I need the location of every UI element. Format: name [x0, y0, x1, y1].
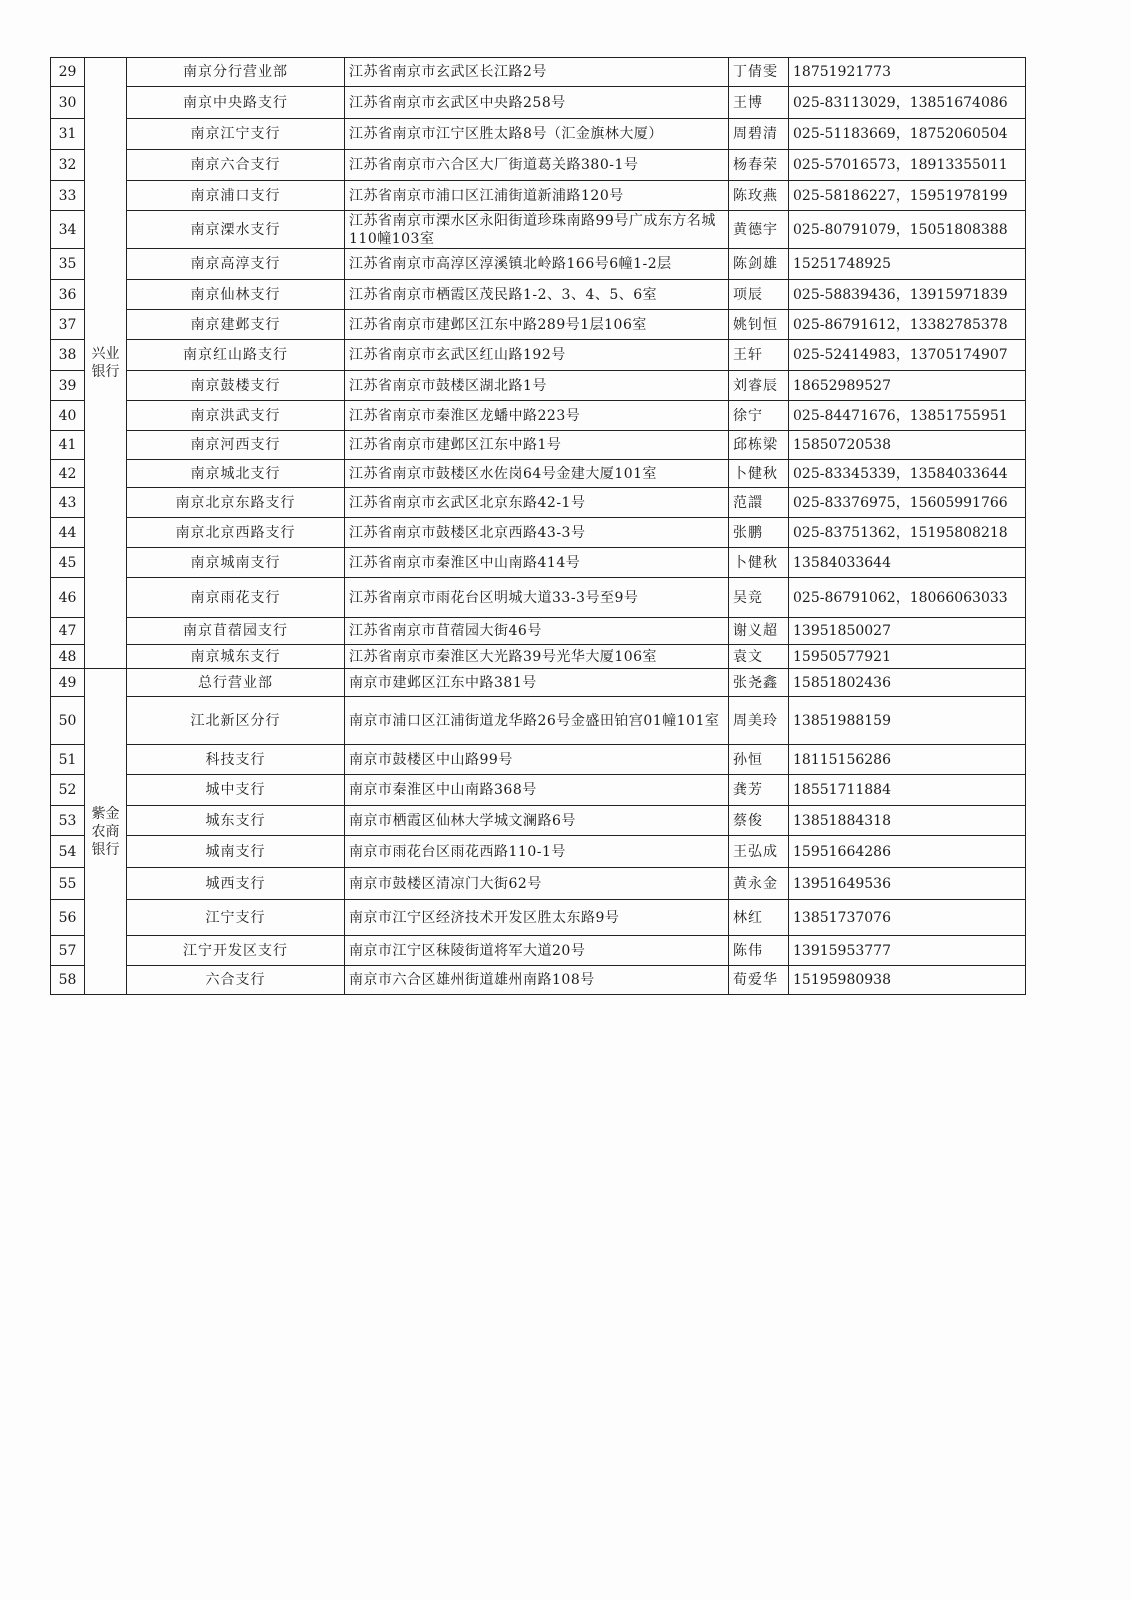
table-row	[51, 460, 1026, 488]
branch-name-cell: 江北新区分行	[127, 697, 345, 745]
branch-name-cell: 南京北京西路支行	[127, 518, 345, 548]
contact-person-cell: 陈玫燕	[729, 181, 789, 211]
row-number: 34	[51, 211, 85, 249]
branch-name-cell: 城南支行	[127, 836, 345, 868]
branch-name-cell: 南京洪武支行	[127, 401, 345, 431]
contact-person-cell: 荀爱华	[729, 966, 789, 995]
contact-person-cell: 林红	[729, 900, 789, 936]
branch-name-cell: 总行营业部	[127, 669, 345, 697]
branch-contact-table	[50, 57, 1026, 995]
table-row	[51, 58, 1026, 87]
contact-person-cell: 陈剑雄	[729, 249, 789, 280]
row-number: 35	[51, 249, 85, 280]
contact-person-cell: 陈伟	[729, 936, 789, 966]
branch-name-cell: 南京城东支行	[127, 645, 345, 669]
phone-cell: 025-51183669，18752060504	[789, 119, 1026, 150]
phone-cell: 13951649536	[789, 868, 1026, 900]
branch-name-cell: 科技支行	[127, 745, 345, 775]
address-cell: 江苏省南京市建邺区江东中路1号	[345, 431, 729, 460]
row-number: 47	[51, 618, 85, 645]
row-number: 37	[51, 310, 85, 340]
table-row	[51, 249, 1026, 280]
contact-person-cell: 张尧鑫	[729, 669, 789, 697]
phone-cell: 13951850027	[789, 618, 1026, 645]
table-row	[51, 697, 1026, 745]
table-row	[51, 966, 1026, 995]
table-row	[51, 806, 1026, 836]
contact-person-cell: 项辰	[729, 280, 789, 310]
branch-name-cell: 南京红山路支行	[127, 340, 345, 371]
branch-name-cell: 南京城北支行	[127, 460, 345, 488]
table-row	[51, 578, 1026, 618]
row-number: 52	[51, 775, 85, 806]
table-row	[51, 836, 1026, 868]
table-row	[51, 150, 1026, 181]
table-row	[51, 518, 1026, 548]
branch-name-cell: 南京河西支行	[127, 431, 345, 460]
table-row	[51, 868, 1026, 900]
branch-name-cell: 南京建邺支行	[127, 310, 345, 340]
branch-name-cell: 南京江宁支行	[127, 119, 345, 150]
address-cell: 南京市秦淮区中山南路368号	[345, 775, 729, 806]
branch-name-cell: 城西支行	[127, 868, 345, 900]
table-row	[51, 900, 1026, 936]
address-cell: 南京市建邺区江东中路381号	[345, 669, 729, 697]
row-number: 30	[51, 87, 85, 119]
row-number: 55	[51, 868, 85, 900]
row-number: 29	[51, 58, 85, 87]
contact-person-cell: 蔡俊	[729, 806, 789, 836]
row-number: 32	[51, 150, 85, 181]
address-cell: 南京市江宁区秣陵街道将军大道20号	[345, 936, 729, 966]
table-row	[51, 431, 1026, 460]
contact-person-cell: 周碧清	[729, 119, 789, 150]
row-number: 42	[51, 460, 85, 488]
phone-cell: 025-83345339，13584033644	[789, 460, 1026, 488]
row-number: 53	[51, 806, 85, 836]
row-number: 58	[51, 966, 85, 995]
phone-cell: 15950577921	[789, 645, 1026, 669]
phone-cell: 025-58186227，15951978199	[789, 181, 1026, 211]
row-number: 45	[51, 548, 85, 578]
address-cell: 江苏省南京市高淳区淳溪镇北岭路166号6幢1-2层	[345, 249, 729, 280]
table-row	[51, 340, 1026, 371]
address-cell: 南京市鼓楼区清凉门大街62号	[345, 868, 729, 900]
phone-cell: 18652989527	[789, 371, 1026, 401]
phone-cell: 025-86791062，18066063033	[789, 578, 1026, 618]
phone-cell: 025-83751362，15195808218	[789, 518, 1026, 548]
address-cell: 江苏省南京市鼓楼区湖北路1号	[345, 371, 729, 401]
contact-person-cell: 刘睿辰	[729, 371, 789, 401]
row-number: 39	[51, 371, 85, 401]
contact-person-cell: 王弘成	[729, 836, 789, 868]
phone-cell: 025-80791079，15051808388	[789, 211, 1026, 249]
address-cell: 江苏省南京市溧水区永阳街道珍珠南路99号广成东方名城110幢103室	[345, 211, 729, 249]
branch-name-cell: 南京城南支行	[127, 548, 345, 578]
row-number: 31	[51, 119, 85, 150]
contact-person-cell: 袁文	[729, 645, 789, 669]
contact-person-cell: 张鹏	[729, 518, 789, 548]
bank-name-cell: 紫金 农商 银行	[85, 669, 127, 995]
row-number: 44	[51, 518, 85, 548]
row-number: 54	[51, 836, 85, 868]
table-row	[51, 618, 1026, 645]
phone-cell: 13915953777	[789, 936, 1026, 966]
address-cell: 江苏省南京市建邺区江东中路289号1层106室	[345, 310, 729, 340]
branch-name-cell: 城中支行	[127, 775, 345, 806]
table-row	[51, 645, 1026, 669]
phone-cell: 025-58839436，13915971839	[789, 280, 1026, 310]
table-row	[51, 936, 1026, 966]
table-row	[51, 548, 1026, 578]
table-row	[51, 310, 1026, 340]
row-number: 36	[51, 280, 85, 310]
table-row	[51, 119, 1026, 150]
table-row	[51, 488, 1026, 518]
address-cell: 江苏省南京市玄武区长江路2号	[345, 58, 729, 87]
contact-person-cell: 卜健秋	[729, 548, 789, 578]
phone-cell: 18115156286	[789, 745, 1026, 775]
phone-cell: 18751921773	[789, 58, 1026, 87]
address-cell: 江苏省南京市雨花台区明城大道33-3号至9号	[345, 578, 729, 618]
address-cell: 南京市雨花台区雨花西路110-1号	[345, 836, 729, 868]
row-number: 43	[51, 488, 85, 518]
phone-cell: 15851802436	[789, 669, 1026, 697]
address-cell: 江苏省南京市玄武区红山路192号	[345, 340, 729, 371]
phone-cell: 13851737076	[789, 900, 1026, 936]
address-cell: 江苏省南京市鼓楼区水佐岗64号金建大厦101室	[345, 460, 729, 488]
row-number: 49	[51, 669, 85, 697]
branch-name-cell: 南京中央路支行	[127, 87, 345, 119]
contact-person-cell: 邱栋梁	[729, 431, 789, 460]
branch-name-cell: 南京仙林支行	[127, 280, 345, 310]
address-cell: 江苏省南京市玄武区中央路258号	[345, 87, 729, 119]
row-number: 33	[51, 181, 85, 211]
row-number: 50	[51, 697, 85, 745]
phone-cell: 025-84471676，13851755951	[789, 401, 1026, 431]
branch-name-cell: 六合支行	[127, 966, 345, 995]
phone-cell: 025-52414983，13705174907	[789, 340, 1026, 371]
branch-name-cell: 南京六合支行	[127, 150, 345, 181]
row-number: 48	[51, 645, 85, 669]
phone-cell: 025-86791612，13382785378	[789, 310, 1026, 340]
phone-cell: 15195980938	[789, 966, 1026, 995]
row-number: 51	[51, 745, 85, 775]
table-row	[51, 401, 1026, 431]
phone-cell: 15951664286	[789, 836, 1026, 868]
contact-person-cell: 黄德宇	[729, 211, 789, 249]
table-body	[51, 58, 1026, 995]
address-cell: 江苏省南京市苜蓿园大街46号	[345, 618, 729, 645]
address-cell: 江苏省南京市浦口区江浦街道新浦路120号	[345, 181, 729, 211]
address-cell: 南京市六合区雄州街道雄州南路108号	[345, 966, 729, 995]
contact-person-cell: 谢义超	[729, 618, 789, 645]
contact-person-cell: 黄永金	[729, 868, 789, 900]
table-row	[51, 371, 1026, 401]
contact-person-cell: 范譞	[729, 488, 789, 518]
contact-person-cell: 丁倩雯	[729, 58, 789, 87]
table-row	[51, 181, 1026, 211]
address-cell: 江苏省南京市六合区大厂街道葛关路380-1号	[345, 150, 729, 181]
contact-person-cell: 卜健秋	[729, 460, 789, 488]
row-number: 46	[51, 578, 85, 618]
phone-cell: 025-57016573，18913355011	[789, 150, 1026, 181]
table-row	[51, 745, 1026, 775]
address-cell: 江苏省南京市江宁区胜太路8号（汇金旗林大厦）	[345, 119, 729, 150]
table-row	[51, 280, 1026, 310]
contact-person-cell: 徐宁	[729, 401, 789, 431]
contact-person-cell: 姚钊恒	[729, 310, 789, 340]
table-row	[51, 775, 1026, 806]
table-row	[51, 211, 1026, 249]
address-cell: 江苏省南京市玄武区北京东路42-1号	[345, 488, 729, 518]
contact-person-cell: 孙恒	[729, 745, 789, 775]
address-cell: 江苏省南京市秦淮区龙蟠中路223号	[345, 401, 729, 431]
branch-name-cell: 江宁开发区支行	[127, 936, 345, 966]
branch-name-cell: 南京高淳支行	[127, 249, 345, 280]
contact-person-cell: 周美玲	[729, 697, 789, 745]
branch-name-cell: 城东支行	[127, 806, 345, 836]
table-row	[51, 669, 1026, 697]
branch-name-cell: 南京浦口支行	[127, 181, 345, 211]
phone-cell: 13584033644	[789, 548, 1026, 578]
branch-name-cell: 南京北京东路支行	[127, 488, 345, 518]
phone-cell: 18551711884	[789, 775, 1026, 806]
branch-name-cell: 南京分行营业部	[127, 58, 345, 87]
branch-name-cell: 南京鼓楼支行	[127, 371, 345, 401]
contact-person-cell: 王博	[729, 87, 789, 119]
branch-name-cell: 江宁支行	[127, 900, 345, 936]
contact-person-cell: 王轩	[729, 340, 789, 371]
phone-cell: 13851988159	[789, 697, 1026, 745]
row-number: 40	[51, 401, 85, 431]
contact-person-cell: 龚芳	[729, 775, 789, 806]
branch-name-cell: 南京雨花支行	[127, 578, 345, 618]
row-number: 56	[51, 900, 85, 936]
address-cell: 南京市鼓楼区中山路99号	[345, 745, 729, 775]
address-cell: 江苏省南京市鼓楼区北京西路43-3号	[345, 518, 729, 548]
row-number: 41	[51, 431, 85, 460]
address-cell: 江苏省南京市秦淮区中山南路414号	[345, 548, 729, 578]
row-number: 57	[51, 936, 85, 966]
table-row	[51, 87, 1026, 119]
phone-cell: 025-83113029，13851674086	[789, 87, 1026, 119]
phone-cell: 15850720538	[789, 431, 1026, 460]
phone-cell: 15251748925	[789, 249, 1026, 280]
phone-cell: 025-83376975，15605991766	[789, 488, 1026, 518]
address-cell: 南京市江宁区经济技术开发区胜太东路9号	[345, 900, 729, 936]
contact-person-cell: 吴竞	[729, 578, 789, 618]
address-cell: 江苏省南京市栖霞区茂民路1-2、3、4、5、6室	[345, 280, 729, 310]
branch-name-cell: 南京苜蓿园支行	[127, 618, 345, 645]
phone-cell: 13851884318	[789, 806, 1026, 836]
address-cell: 南京市浦口区江浦街道龙华路26号金盛田铂宫01幢101室	[345, 697, 729, 745]
bank-name-cell: 兴业 银行	[85, 58, 127, 669]
row-number: 38	[51, 340, 85, 371]
address-cell: 江苏省南京市秦淮区大光路39号光华大厦106室	[345, 645, 729, 669]
contact-person-cell: 杨春荣	[729, 150, 789, 181]
branch-name-cell: 南京溧水支行	[127, 211, 345, 249]
address-cell: 南京市栖霞区仙林大学城文澜路6号	[345, 806, 729, 836]
